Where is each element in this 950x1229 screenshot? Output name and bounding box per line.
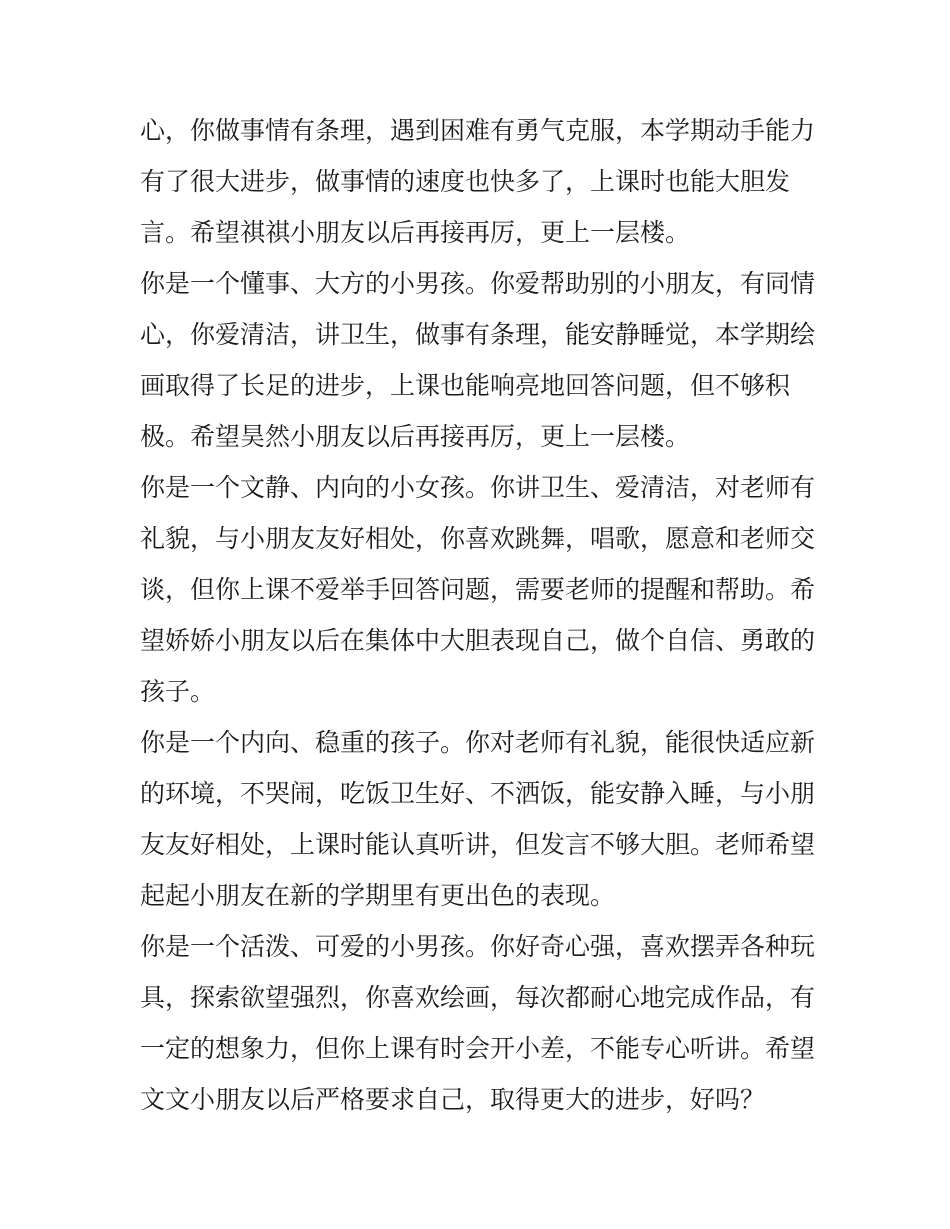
text-line-13: 你是一个内向、稳重的孩子。你对老师有礼貌，能很快适应新 — [140, 728, 816, 757]
text-line-6: 画取得了长足的进步，上课也能响亮地回答问题，但不够积 — [140, 371, 791, 400]
text-line-12: 孩子。 — [140, 677, 216, 706]
text-line-10: 谈，但你上课不爱举手回答问题，需要老师的提醒和帮助。希 — [140, 575, 816, 604]
text-line-5: 心，你爱清洁，讲卫生，做事有条理，能安静睡觉，本学期绘 — [140, 320, 816, 349]
text-line-8: 你是一个文静、内向的小女孩。你讲卫生、爱清洁，对老师有 — [140, 473, 816, 502]
text-line-2: 有了很大进步，做事情的速度也快多了，上课时也能大胆发 — [140, 167, 791, 196]
text-line-7: 极。希望昊然小朋友以后再接再厉，更上一层楼。 — [140, 422, 691, 451]
text-line-11: 望娇娇小朋友以后在集体中大胆表现自己，做个自信、勇敢的 — [140, 626, 816, 655]
text-line-19: 一定的想象力，但你上课有时会开小差，不能专心听讲。希望 — [140, 1034, 816, 1063]
text-line-9: 礼貌，与小朋友友好相处，你喜欢跳舞，唱歌，愿意和老师交 — [140, 524, 816, 553]
text-line-15: 友友好相处，上课时能认真听讲，但发言不够大胆。老师希望 — [140, 830, 816, 859]
text-line-3: 言。希望祺祺小朋友以后再接再厉，更上一层楼。 — [140, 218, 691, 247]
text-line-1: 心，你做事情有条理，遇到困难有勇气克服，本学期动手能力 — [140, 116, 816, 145]
text-line-20: 文文小朋友以后严格要求自己，取得更大的进步，好吗？ — [140, 1085, 766, 1114]
text-line-18: 具，探索欲望强烈，你喜欢绘画，每次都耐心地完成作品，有 — [140, 983, 816, 1012]
document-body — [140, 105, 820, 1125]
text-line-17: 你是一个活泼、可爱的小男孩。你好奇心强，喜欢摆弄各种玩 — [140, 932, 816, 961]
text-line-16: 起起小朋友在新的学期里有更出色的表现。 — [140, 881, 616, 910]
text-line-4: 你是一个懂事、大方的小男孩。你爱帮助别的小朋友，有同情 — [140, 269, 816, 298]
text-line-14: 的环境，不哭闹，吃饭卫生好、不洒饭，能安静入睡，与小朋 — [140, 779, 816, 808]
